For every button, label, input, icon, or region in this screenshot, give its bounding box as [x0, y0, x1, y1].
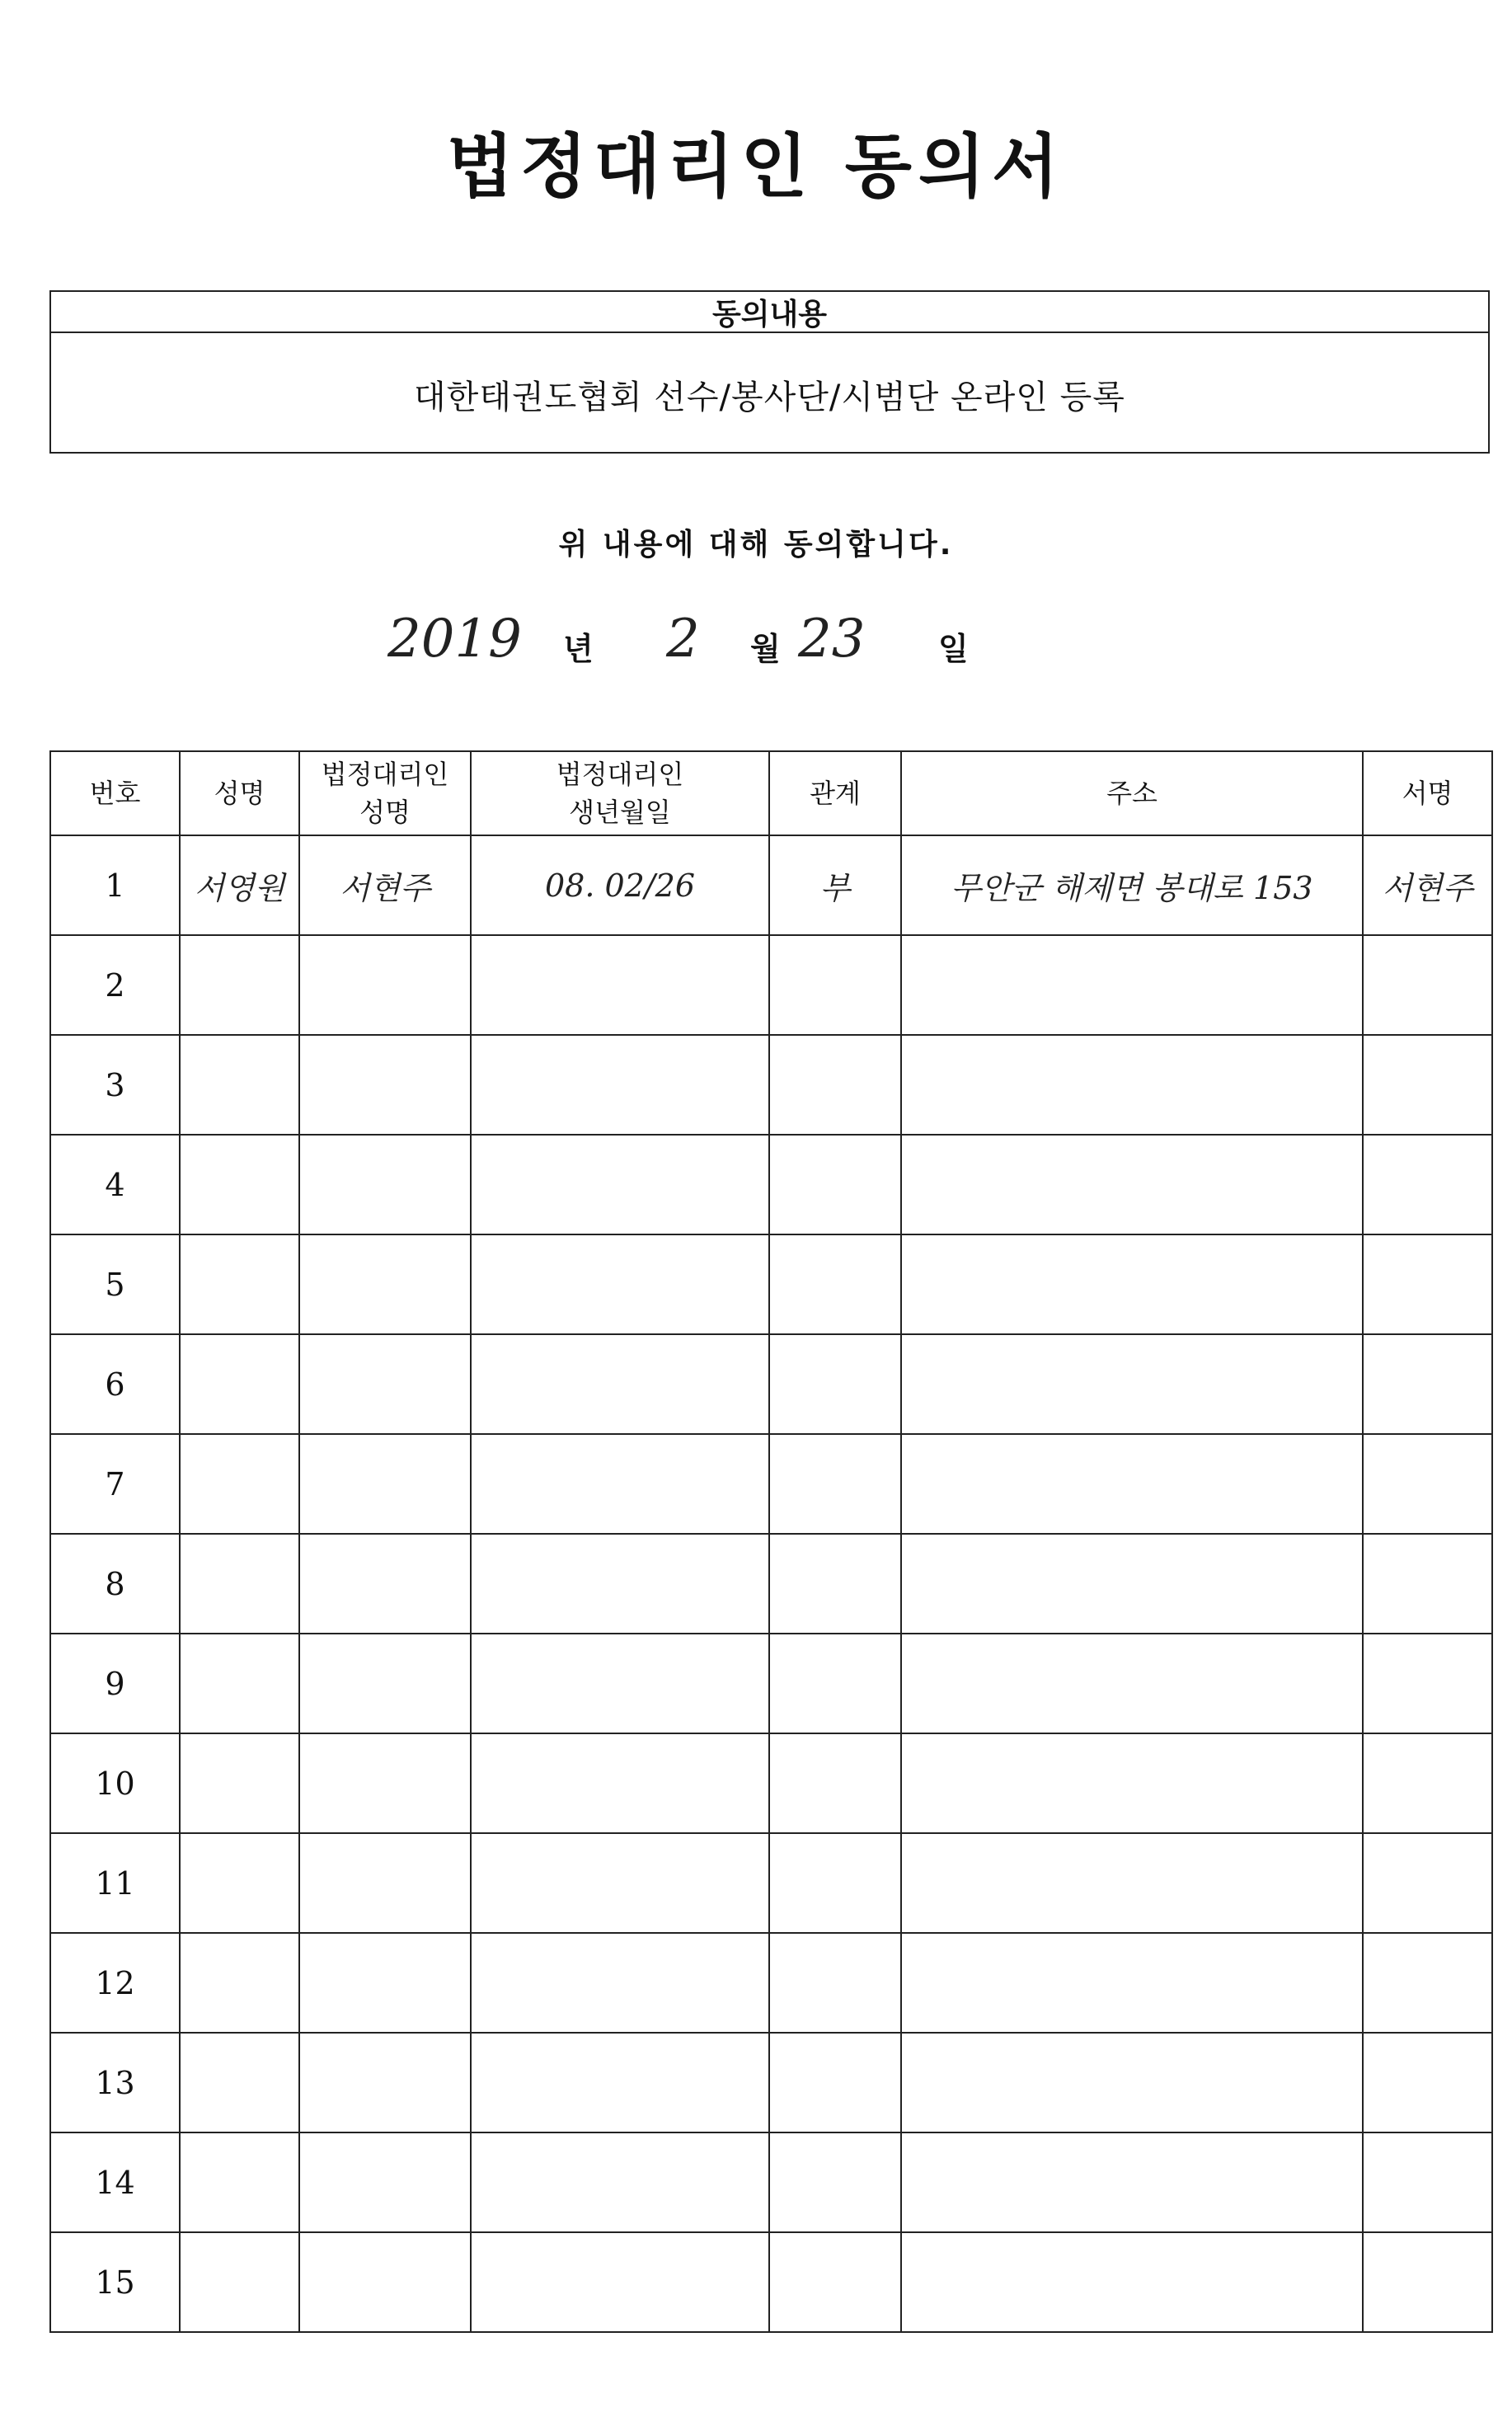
guardian-name-cell[interactable] — [299, 935, 471, 1035]
relation-cell[interactable] — [769, 1733, 901, 1833]
address-cell[interactable] — [901, 1833, 1363, 1933]
header-relation: 관계 — [769, 751, 901, 835]
header-name: 성명 — [180, 751, 299, 835]
signature-cell[interactable] — [1363, 1833, 1492, 1933]
signature-cell[interactable] — [1363, 1234, 1492, 1334]
address-cell[interactable] — [901, 1334, 1363, 1434]
guardian-name-cell[interactable] — [299, 1733, 471, 1833]
signature-cell[interactable] — [1363, 2033, 1492, 2132]
table-row — [50, 1334, 1492, 1434]
guardian-birth-cell[interactable] — [471, 1634, 769, 1733]
name-cell[interactable] — [180, 1035, 299, 1135]
name-cell[interactable] — [180, 1634, 299, 1733]
date-day-value[interactable]: 23 — [798, 609, 866, 670]
guardian-birth-cell[interactable] — [471, 2033, 769, 2132]
table-row — [50, 1434, 1492, 1534]
name-cell[interactable]: 서영원 — [180, 835, 299, 935]
relation-cell[interactable] — [769, 1534, 901, 1634]
table-row — [50, 1733, 1492, 1833]
guardian-birth-cell[interactable] — [471, 1534, 769, 1634]
table-row — [50, 1035, 1492, 1135]
guardian-name-cell[interactable] — [299, 1434, 471, 1534]
date-month-label: 월 — [750, 631, 781, 667]
row-number: 9 — [50, 1634, 180, 1733]
guardian-birth-cell[interactable] — [471, 935, 769, 1035]
consent-header: 동의내용 — [51, 292, 1488, 333]
row-number: 5 — [50, 1234, 180, 1334]
address-cell[interactable] — [901, 1135, 1363, 1234]
relation-cell[interactable] — [769, 1234, 901, 1334]
row-number: 8 — [50, 1534, 180, 1634]
header-signature: 서명 — [1363, 751, 1492, 835]
guardian-name-cell[interactable] — [299, 1234, 471, 1334]
table-row — [50, 2033, 1492, 2132]
signature-cell[interactable] — [1363, 1135, 1492, 1234]
guardian-name-cell[interactable] — [299, 1634, 471, 1733]
relation-cell[interactable]: 부 — [769, 835, 901, 935]
address-cell[interactable] — [901, 1234, 1363, 1334]
address-cell[interactable] — [901, 1733, 1363, 1833]
name-cell[interactable] — [180, 1933, 299, 2033]
signature-cell[interactable] — [1363, 2232, 1492, 2332]
row-number: 1 — [50, 835, 180, 935]
registration-table — [49, 750, 1493, 2333]
guardian-name-cell[interactable] — [299, 1933, 471, 2033]
consent-box — [49, 290, 1490, 454]
guardian-name-cell[interactable]: 서현주 — [299, 835, 471, 935]
address-cell[interactable] — [901, 1933, 1363, 2033]
guardian-birth-cell[interactable] — [471, 1733, 769, 1833]
date-line — [0, 610, 1512, 676]
signature-cell[interactable] — [1363, 1334, 1492, 1434]
relation-cell[interactable] — [769, 2232, 901, 2332]
header-guardian-name: 법정대리인 성명 — [299, 751, 471, 835]
signature-cell[interactable] — [1363, 1434, 1492, 1534]
signature-cell[interactable] — [1363, 1933, 1492, 2033]
address-cell[interactable] — [901, 1035, 1363, 1135]
guardian-name-cell[interactable] — [299, 1833, 471, 1933]
name-cell[interactable] — [180, 935, 299, 1035]
guardian-birth-cell[interactable] — [471, 1434, 769, 1534]
table-row — [50, 1833, 1492, 1933]
table-row — [50, 1933, 1492, 2033]
guardian-name-cell[interactable] — [299, 2033, 471, 2132]
row-number: 3 — [50, 1035, 180, 1135]
relation-cell[interactable] — [769, 1833, 901, 1933]
row-number: 7 — [50, 1434, 180, 1534]
relation-cell[interactable] — [769, 935, 901, 1035]
row-number: 14 — [50, 2132, 180, 2232]
name-cell[interactable] — [180, 1833, 299, 1933]
guardian-birth-cell[interactable] — [471, 1234, 769, 1334]
relation-cell[interactable] — [769, 1135, 901, 1234]
header-no: 번호 — [50, 751, 180, 835]
signature-cell[interactable] — [1363, 2132, 1492, 2232]
guardian-birth-cell[interactable] — [471, 1334, 769, 1434]
guardian-birth-cell[interactable] — [471, 1135, 769, 1234]
row-number: 13 — [50, 2033, 180, 2132]
guardian-birth-cell[interactable]: 08. 02/26 — [471, 835, 769, 935]
row-number: 10 — [50, 1733, 180, 1833]
agreement-statement: 위 내용에 대해 동의합니다. — [558, 528, 954, 562]
consent-text: 대한태권도협회 선수/봉사단/시범단 온라인 등록 — [414, 378, 1125, 416]
document-title: 법정대리인 동의서 — [446, 126, 1066, 207]
date-year-value[interactable]: 2019 — [387, 609, 522, 670]
table-row — [50, 2132, 1492, 2232]
relation-cell[interactable] — [769, 2132, 901, 2232]
guardian-birth-cell[interactable] — [471, 2232, 769, 2332]
guardian-birth-cell[interactable] — [471, 1833, 769, 1933]
table-row — [50, 1135, 1492, 1234]
table-header-row — [50, 751, 1492, 835]
guardian-birth-cell[interactable] — [471, 2132, 769, 2232]
signature-cell[interactable] — [1363, 1634, 1492, 1733]
address-cell[interactable] — [901, 2033, 1363, 2132]
name-cell[interactable] — [180, 1334, 299, 1434]
signature-cell[interactable] — [1363, 935, 1492, 1035]
address-cell[interactable] — [901, 1534, 1363, 1634]
name-cell[interactable] — [180, 2033, 299, 2132]
header-address: 주소 — [901, 751, 1363, 835]
name-cell[interactable] — [180, 1534, 299, 1634]
table-row — [50, 835, 1492, 935]
row-number: 15 — [50, 2232, 180, 2332]
table-row — [50, 1634, 1492, 1733]
signature-cell[interactable] — [1363, 1035, 1492, 1135]
guardian-birth-cell[interactable] — [471, 1933, 769, 2033]
guardian-name-cell[interactable] — [299, 1135, 471, 1234]
name-cell[interactable] — [180, 2132, 299, 2232]
header-guardian-birth: 법정대리인 생년월일 — [471, 751, 769, 835]
guardian-name-cell[interactable] — [299, 1035, 471, 1135]
row-number: 12 — [50, 1933, 180, 2033]
relation-cell[interactable] — [769, 1634, 901, 1733]
address-cell[interactable] — [901, 935, 1363, 1035]
row-number: 4 — [50, 1135, 180, 1234]
table-row — [50, 2232, 1492, 2332]
row-number: 6 — [50, 1334, 180, 1434]
address-cell[interactable] — [901, 2232, 1363, 2332]
address-cell[interactable] — [901, 1434, 1363, 1534]
signature-cell[interactable] — [1363, 1534, 1492, 1634]
row-number: 11 — [50, 1833, 180, 1933]
table-row — [50, 1534, 1492, 1634]
signature-cell[interactable] — [1363, 1733, 1492, 1833]
relation-cell[interactable] — [769, 1933, 901, 2033]
relation-cell[interactable] — [769, 1035, 901, 1135]
date-month-value[interactable]: 2 — [666, 609, 700, 670]
address-cell[interactable] — [901, 2132, 1363, 2232]
name-cell[interactable] — [180, 1135, 299, 1234]
date-day-label: 일 — [938, 631, 969, 667]
guardian-name-cell[interactable] — [299, 2232, 471, 2332]
date-year-label: 년 — [563, 631, 594, 667]
row-number: 2 — [50, 935, 180, 1035]
name-cell[interactable] — [180, 1234, 299, 1334]
relation-cell[interactable] — [769, 2033, 901, 2132]
name-cell[interactable] — [180, 1733, 299, 1833]
relation-cell[interactable] — [769, 1334, 901, 1434]
address-cell[interactable] — [901, 1634, 1363, 1733]
guardian-name-cell[interactable] — [299, 2132, 471, 2232]
guardian-name-cell[interactable] — [299, 1334, 471, 1434]
table-row — [50, 935, 1492, 1035]
table-row — [50, 1234, 1492, 1334]
name-cell[interactable] — [180, 1434, 299, 1534]
address-cell[interactable]: 무안군 해제면 봉대로 153 — [901, 835, 1363, 935]
signature-cell[interactable]: 서현주 — [1363, 835, 1492, 935]
relation-cell[interactable] — [769, 1434, 901, 1534]
name-cell[interactable] — [180, 2232, 299, 2332]
guardian-birth-cell[interactable] — [471, 1035, 769, 1135]
guardian-name-cell[interactable] — [299, 1534, 471, 1634]
